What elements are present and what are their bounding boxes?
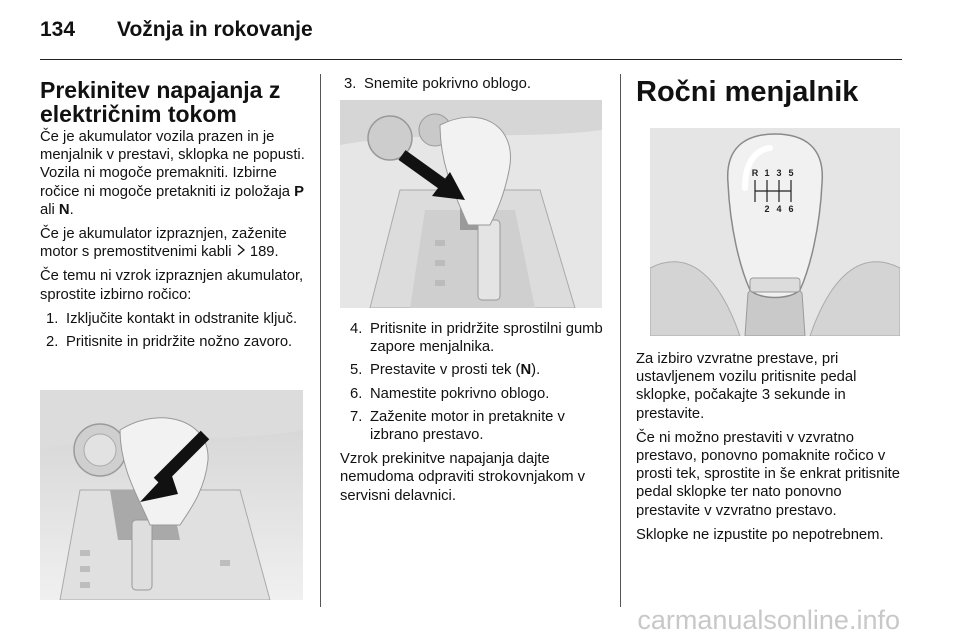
middle-column-bottom bbox=[340, 320, 606, 511]
page-number: 134 bbox=[40, 18, 76, 41]
paragraph-jump-start: Če je akumulator izpraznjen, zaženite motor s premostitvenimi kabli 189. bbox=[40, 226, 287, 261]
steps-list-2 bbox=[344, 75, 606, 93]
gear-label-r: R bbox=[751, 168, 759, 178]
paragraph-battery-empty: Če je akumulator vozila prazen in je menjalnik v prestavi, sklopka ne popusti. Vozila ni mogoče premakniti. Izbirne ročice ni mogoče pretakniti iz položaja P ali N. bbox=[40, 129, 305, 218]
middle-column-top bbox=[344, 75, 606, 99]
watermark: carmanualsonline.info bbox=[637, 605, 900, 635]
section-heading-manual-transmission: Ročni menjalnik bbox=[636, 76, 859, 108]
list-item: 1. Izključite kontakt in odstranite ključ. bbox=[46, 310, 298, 327]
paragraph-release-lever: Če temu ni vzrok izpraznjen akumulator, sprostite izbirno ročico: bbox=[40, 268, 304, 303]
paragraph-reverse-retry: Če ni možno prestaviti v vzvratno prestavo, ponovno pomaknite ročico v prosti tek, sprostite in še enkrat pritisnite pedal sklopke ter nato ponovno prestavite v vzvratno prestavo. bbox=[636, 429, 900, 519]
page-reference: 189. bbox=[249, 244, 279, 261]
list-item: 2. Pritisnite in pridržite nožno zavoro. bbox=[46, 334, 293, 351]
right-column-top bbox=[636, 74, 904, 108]
gear-label-2: 2 bbox=[764, 204, 770, 214]
illustration-cover-removed bbox=[340, 100, 602, 308]
section-heading-power-interruption: Prekinitev napajanja z električnim tokom bbox=[40, 77, 281, 127]
right-column-bottom bbox=[636, 350, 906, 550]
gear-label-1: 1 bbox=[764, 168, 770, 178]
list-item: 6. Namestite pokrivno oblogo. bbox=[350, 385, 550, 402]
column-divider-1 bbox=[320, 74, 321, 607]
steps-list-1 bbox=[40, 310, 308, 351]
list-item: 3. Snemite pokrivno oblogo. bbox=[344, 76, 531, 92]
paragraph-workshop: Vzrok prekinitve napajanja dajte nemudoma odpraviti strokovnjakom v servisni delavnici. bbox=[340, 451, 586, 504]
header-rule bbox=[40, 59, 902, 60]
gear-label-6: 6 bbox=[788, 204, 794, 214]
column-divider-2 bbox=[620, 74, 621, 607]
illustration-selector-lever bbox=[40, 390, 303, 600]
chapter-title: Vožnja in rokovanje bbox=[117, 18, 313, 41]
paragraph-clutch-note: Sklopke ne izpustite po nepotrebnem. bbox=[636, 526, 884, 543]
gear-label-3: 3 bbox=[776, 168, 782, 178]
left-column bbox=[40, 72, 308, 357]
gear-label-5: 5 bbox=[788, 168, 794, 178]
paragraph-reverse-gear: Za izbiro vzvratne prestave, pri ustavljenem vozilu pritisnite pedal sklopke, počakajte 3 sekunde in prestavite. bbox=[636, 351, 857, 422]
steps-list-3 bbox=[344, 320, 606, 444]
illustration-gear-knob bbox=[650, 128, 900, 336]
page-header bbox=[40, 18, 313, 48]
list-item: 4. Pritisnite in pridržite sprostilni gumb zapore menjalnika. bbox=[350, 321, 603, 356]
page-reference-arrow-icon bbox=[236, 244, 246, 260]
list-item: 5. Prestavite v prosti tek (N). bbox=[350, 362, 541, 379]
gear-label-4: 4 bbox=[776, 204, 782, 214]
list-item: 7. Zaženite motor in pretaknite v izbrano prestavo. bbox=[350, 408, 565, 444]
